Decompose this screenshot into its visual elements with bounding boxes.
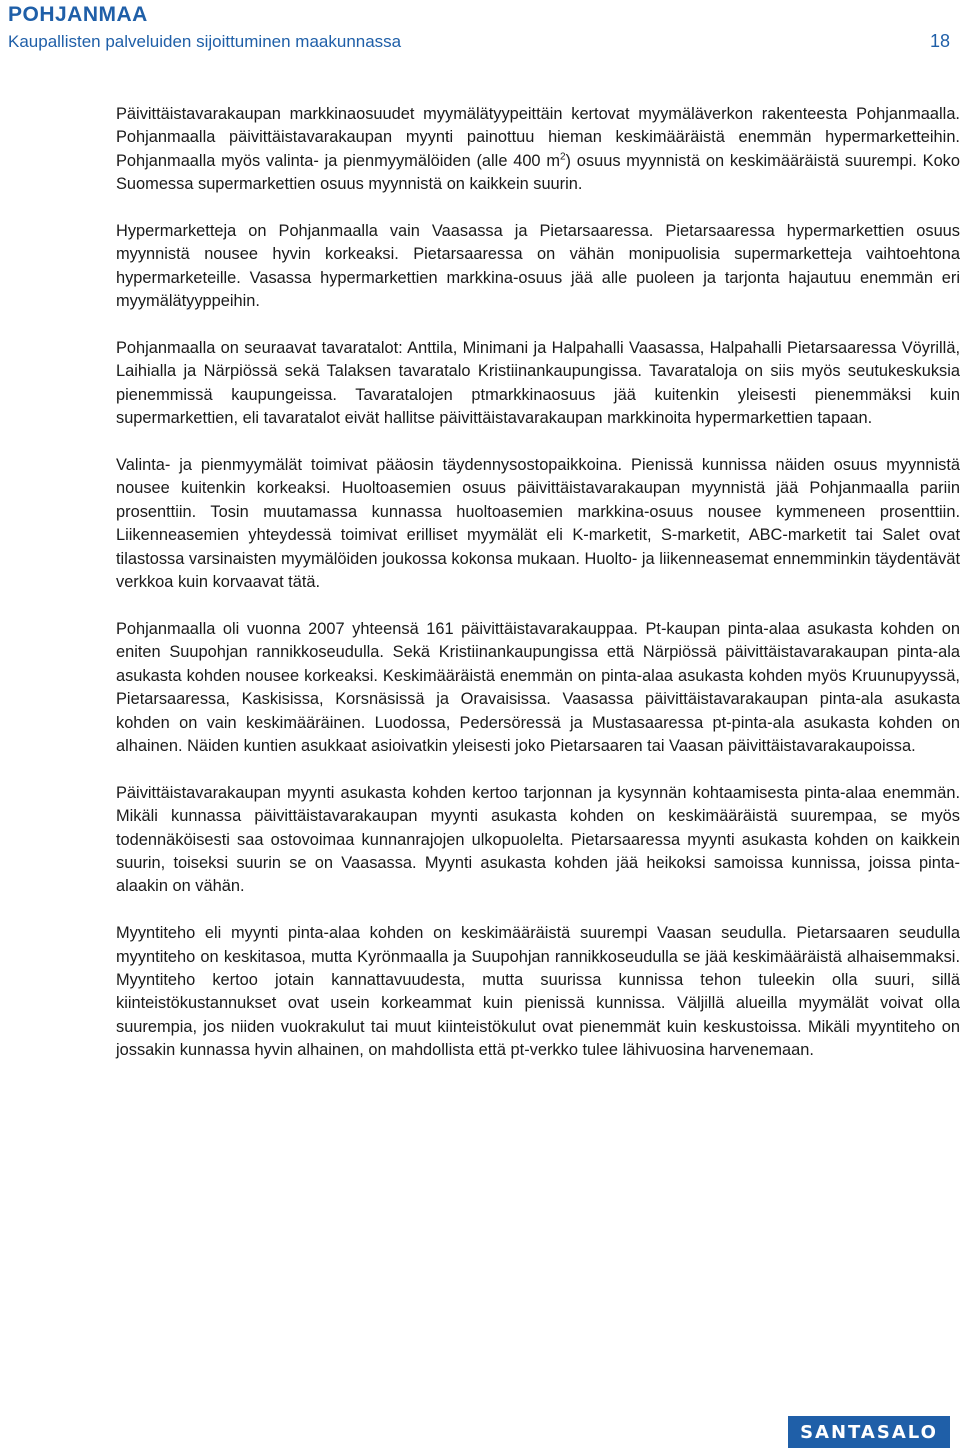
paragraph-7: Myyntiteho eli myynti pinta-alaa kohden on keskimääräistä suurempi Vaasan seudulla. Pietarsaaren seudulla myyntiteho on keskitasoa, mutta Kyrönmaalla ja Suupohjan rannikkoseudulla se jää keskimääräistä alhaisemmaksi. Myyntiteho kertoo jotain kannattavuudesta, mutta suurissa kunnissa tehon tuleekin olla suuri, sillä kiinteistökustannukset ovat usein korkeammat kuin pienissä kunnissa. Väljillä alueilla myymälät voivat olla suurempia, jos niiden vuokrakulut tai muut kiinteistökulut ovat pienemmät kuin keskustoissa. Mikäli myyntiteho on jossakin kunnassa hyvin alhainen, on mahdollista että pt-verkko tulee lähivuosina harvenemaan. bbox=[116, 924, 960, 1060]
paragraph-2: Hypermarketteja on Pohjanmaalla vain Vaasassa ja Pietarsaaressa. Pietarsaaressa hypermarkettien osuus myynnistä nousee hyvin korkeaksi. Pietarsaaressa on vähän monipuolisia supermarketteja vaihtoehtona hypermarketeille. Vasassa hypermarkettien markkina-osuus jää alle puoleen ja tarjonta hajautuu enemmän eri myymälätyyppeihin. bbox=[116, 222, 960, 311]
santasalo-logo: SANTASALO bbox=[788, 1416, 950, 1448]
document-subtitle: Kaupallisten palveluiden sijoittuminen maakunnassa bbox=[8, 32, 402, 51]
paragraph-1-part-2: ) osuus myynnistä on keskimääräistä suurempi. Koko Suomessa supermarkettien osuus myynnistä on kaikkein suurin. bbox=[116, 151, 960, 194]
page-number: 18 bbox=[929, 31, 950, 51]
paragraph-3: Pohjanmaalla on seuraavat tavaratalot: Anttila, Minimani ja Halpahalli Vaasassa, Halpahalli Pietarsaaressa Vöyrillä, Laihialla ja Närpiössä sekä Talaksen tavaratalo Kristiinankaupungissa. Tavarataloja on siis myös seutukeskuksia pienemmissä kaupungeissa. Tavaratalojen ptmarkkinaosuus jää kuitenkin yleisesti pienemmäksi kuin supermarkettien, eli tavaratalot eivät hallitse päivittäistavarakaupan markkinoita hypermarkettien tapaan. bbox=[116, 339, 960, 428]
header-row bbox=[8, 28, 950, 55]
paragraph-1 bbox=[116, 103, 960, 197]
paragraph-6: Päivittäistavarakaupan myynti asukasta kohden kertoo tarjonnan ja kysynnän kohtaamisesta pinta-alaa enemmän. Mikäli kunnassa päivittäistavarakaupan myynti asukasta kohden on keskimääräistä suurempaa, se myös todennäköisesti saa ostovoimaa kunnanrajojen ulkopuolelta. Pietarsaaressa myynti asukasta kohden on kaikkein suurin, toiseksi suurin se on Vaasassa. Myynti asukasta kohden jää heikoksi samoissa kunnissa, joissa pinta-alaakin on vähän. bbox=[116, 783, 960, 896]
body-text bbox=[116, 103, 960, 1086]
paragraph-4: Valinta- ja pienmyymälät toimivat pääosin täydennysostopaikkoina. Pienissä kunnissa näiden osuus myynnistä nousee kuitenkin korkeaksi. Huoltoasemien osuus päivittäistavarakaupan myynnistä jää Pohjanmaalla pariin prosenttiin. Tosin muutamassa kunnassa huoltoasemien markkina-osuus nousee kymmeneen prosenttiin. Liikenneasemien yhteydessä toimivat erilliset myymälät eli K-marketit, S-marketit, ABC-marketit tai Salet ovat tilastossa varsinaisten myymälöiden joukossa kokonsa mukaan. Huolto- ja liikenneasemat ennemminkin täydentävät verkkoa kuin korvaavat tätä. bbox=[116, 456, 960, 592]
document-title: POHJANMAA bbox=[8, 3, 148, 26]
superscript-2: 2 bbox=[559, 151, 566, 163]
paragraph-1-part-1: Päivittäistavarakaupan markkinaosuudet myymälätyypeittäin kertovat myymäläverkon rakenteesta Pohjanmaalla. Pohjanmaalla päivittäistavarakaupan myynti painottuu hieman keskimääräistä enemmän hypermarketteihin. Pohjanmaalla myös valinta- ja pienmyymälöiden (alle 400 m bbox=[116, 105, 960, 170]
paragraph-5: Pohjanmaalla oli vuonna 2007 yhteensä 161 päivittäistavarakauppaa. Pt-kaupan pinta-alaa asukasta kohden on eniten Suupohjan rannikkoseudulla. Sekä Kristiinankaupungissa että Närpiössä päivittäistavarakaupan pinta-ala asukasta kohden nousee korkeaksi. Keskimääräistä enemmän on pinta-alaa asukasta kohden myös Kruunupyyssä, Pietarsaaressa, Kaskisissa, Korsnäsissä ja Oravaisissa. Vaasassa päivittäistavarakaupan pinta-ala asukasta kohden on vain keskimääräinen. Luodossa, Pedersöressä ja Mustasaaressa pt-pinta-ala asukasta kohden on alhainen. Näiden kuntien asukkaat asioivatkin yleisesti joko Pietarsaaren tai Vaasan päivittäistavarakaupoissa. bbox=[116, 619, 960, 755]
page-header bbox=[8, 2, 950, 55]
